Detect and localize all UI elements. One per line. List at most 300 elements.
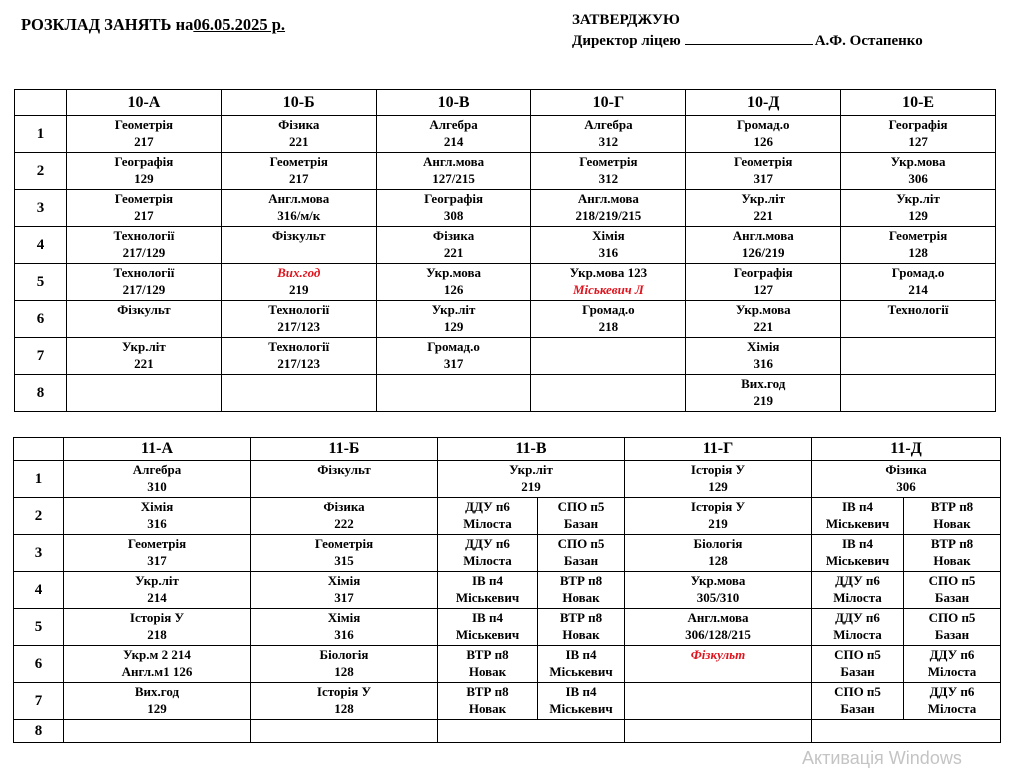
lesson-room: 127/215 — [432, 171, 475, 186]
table-row — [15, 190, 996, 227]
director-line — [572, 31, 923, 52]
group-lesson-cell — [812, 498, 904, 535]
class-header: 11-Б — [251, 438, 438, 461]
table-row — [14, 535, 1001, 572]
lesson-subject: Хімія — [746, 339, 780, 354]
lesson-cell — [531, 375, 686, 412]
lesson-room: 127 — [908, 134, 928, 149]
lesson-subject: Технології — [268, 339, 330, 354]
lesson-number: 4 — [15, 227, 67, 264]
lesson-cell — [376, 153, 531, 190]
lesson-room: 126 — [753, 134, 773, 149]
lesson-cell — [841, 301, 996, 338]
lesson-cell — [251, 720, 438, 743]
lesson-subject: Історія У — [316, 684, 372, 699]
lesson-cell — [67, 153, 222, 190]
lesson-subject: ДДУ п6 — [835, 573, 880, 588]
lesson-subject: Географія — [733, 265, 793, 280]
table-row — [14, 683, 1001, 720]
lesson-subject: СПО п5 — [557, 499, 605, 514]
lesson-subject: Англ.мова — [423, 154, 485, 169]
lesson-cell — [221, 264, 376, 301]
lesson-subject: Англ.мова — [687, 610, 749, 625]
director-label: Директор ліцею — [572, 33, 681, 49]
lesson-teacher: Міськевич — [825, 553, 890, 568]
lesson-cell — [841, 116, 996, 153]
table-row — [15, 338, 996, 375]
lesson-number: 5 — [14, 609, 64, 646]
lesson-room: 214 — [147, 590, 167, 605]
lesson-subject: ІВ п4 — [565, 684, 597, 699]
lesson-subject: СПО п5 — [834, 684, 881, 699]
lesson-room: 217/129 — [122, 282, 166, 297]
lesson-cell — [686, 190, 841, 227]
lesson-room: 316 — [147, 516, 167, 531]
lesson-room: 308 — [443, 208, 464, 223]
group-lesson-cell — [538, 609, 625, 646]
lesson-room: 305/310 — [696, 590, 740, 605]
lesson-room: 129 — [708, 479, 728, 494]
lesson-cell — [376, 375, 531, 412]
lesson-subject: Громад.о — [582, 302, 635, 317]
lesson-cell — [625, 498, 812, 535]
lesson-cell — [531, 190, 686, 227]
lesson-subject: ДДУ п6 — [929, 684, 975, 699]
lesson-room: 221 — [753, 208, 773, 223]
lesson-room: 126 — [443, 282, 464, 297]
lesson-subject: Громад.о — [891, 265, 945, 280]
lesson-cell — [221, 116, 376, 153]
group-lesson-cell — [812, 535, 904, 572]
lesson-teacher: Міськевич — [549, 664, 613, 679]
lesson-room: 218/219/215 — [575, 208, 642, 223]
lesson-subject: Фізкульт — [117, 302, 171, 317]
lesson-room: 317 — [334, 590, 354, 605]
lesson-teacher: Новак — [562, 627, 600, 642]
lesson-subject: Фізкульт — [317, 462, 371, 477]
lesson-room: 217/129 — [122, 245, 166, 260]
lesson-subject: ВТР п8 — [559, 610, 603, 625]
lesson-teacher: Базан — [934, 590, 970, 605]
group-lesson-cell — [438, 535, 538, 572]
lesson-room: 221 — [753, 319, 773, 334]
lesson-cell — [376, 264, 531, 301]
group-lesson-cell — [438, 498, 538, 535]
lesson-room: 128 — [334, 701, 354, 716]
lesson-subject: Біологія — [319, 647, 369, 662]
lesson-subject: Геометрія — [114, 191, 174, 206]
lesson-cell — [625, 461, 812, 498]
table-row — [14, 498, 1001, 535]
lesson-room: 218 — [598, 319, 619, 334]
lesson-cell — [531, 264, 686, 301]
lesson-room: 222 — [334, 516, 354, 531]
lesson-subject: Укр.м 2 214 — [123, 647, 191, 662]
lesson-subject: ВТР п8 — [930, 536, 974, 551]
lesson-cell — [221, 153, 376, 190]
lesson-cell — [67, 116, 222, 153]
lesson-cell — [221, 301, 376, 338]
table-row — [15, 264, 996, 301]
lesson-room: 219 — [708, 516, 728, 531]
lesson-subject: Біологія — [693, 536, 743, 551]
lesson-subject: ВТР п8 — [930, 499, 974, 514]
lesson-cell — [841, 264, 996, 301]
lesson-room: 126/219 — [741, 245, 785, 260]
group-lesson-cell — [812, 683, 904, 720]
lesson-number: 1 — [14, 461, 64, 498]
director-name: А.Ф. Остапенко — [814, 33, 923, 49]
class-header: 10-В — [376, 90, 531, 116]
lesson-room: 217/123 — [277, 319, 321, 334]
group-lesson-cell — [538, 572, 625, 609]
lesson-subject: Географія — [888, 117, 948, 132]
lesson-teacher: Базан — [563, 553, 599, 568]
lesson-subject: ВТР п8 — [466, 647, 509, 662]
group-lesson-cell — [438, 572, 538, 609]
lesson-room: 221 — [134, 356, 154, 371]
lesson-number: 6 — [15, 301, 67, 338]
table-row — [15, 301, 996, 338]
lesson-subject: Алгебра — [429, 117, 478, 132]
lesson-subject: Хімія — [592, 228, 625, 243]
lesson-teacher: Новак — [933, 516, 971, 531]
lesson-room: 317 — [147, 553, 167, 568]
lesson-subject: СПО п5 — [928, 573, 976, 588]
lesson-room: 217 — [134, 134, 154, 149]
lesson-room: Англ.м1 126 — [121, 664, 193, 679]
lesson-subject: Фізкульт — [271, 228, 326, 243]
lesson-subject: ІВ п4 — [472, 610, 503, 625]
lesson-subject: ВТР п8 — [466, 684, 509, 699]
lesson-teacher: Базан — [840, 664, 875, 679]
lesson-cell — [531, 116, 686, 153]
lesson-cell — [625, 535, 812, 572]
lesson-cell — [812, 461, 1001, 498]
lesson-teacher: Новак — [468, 664, 507, 679]
group-lesson-cell — [904, 572, 1001, 609]
lesson-teacher: Мілоста — [463, 516, 512, 531]
grade11-header-row — [14, 438, 1001, 461]
lesson-teacher: Новак — [933, 553, 971, 568]
lesson-teacher: Мілоста — [833, 627, 882, 642]
lesson-room: 317 — [443, 356, 464, 371]
lesson-subject: Англ.мова — [577, 191, 639, 206]
lesson-teacher: Мілоста — [833, 590, 882, 605]
lesson-cell — [841, 338, 996, 375]
lesson-subject: СПО п5 — [834, 647, 881, 662]
class-header: 10-Е — [841, 90, 996, 116]
lesson-number-header — [14, 438, 64, 461]
lesson-cell — [686, 301, 841, 338]
lesson-subject: Геометрія — [127, 536, 187, 551]
lesson-subject-highlighted: Вих.год — [277, 265, 321, 280]
lesson-cell — [625, 720, 812, 743]
lesson-room: 214 — [443, 134, 464, 149]
lesson-cell — [251, 498, 438, 535]
lesson-cell — [221, 338, 376, 375]
lesson-cell — [531, 227, 686, 264]
lesson-subject: Англ.мова — [268, 191, 330, 206]
lesson-cell — [625, 609, 812, 646]
lesson-room: 221 — [288, 134, 309, 149]
group-lesson-cell — [438, 683, 538, 720]
lesson-cell — [64, 720, 251, 743]
lesson-teacher: Базан — [563, 516, 599, 531]
lesson-cell — [625, 572, 812, 609]
lesson-subject: Геометрія — [314, 536, 374, 551]
table-row — [14, 609, 1001, 646]
lesson-cell — [841, 375, 996, 412]
lesson-number: 1 — [15, 116, 67, 153]
grade11-schedule-table — [13, 437, 1001, 743]
lesson-cell — [625, 683, 812, 720]
lesson-subject: ДДУ п6 — [465, 536, 510, 551]
lesson-subject: Укр.мова — [426, 265, 481, 280]
lesson-subject: Укр.літ — [741, 191, 786, 206]
lesson-number: 2 — [14, 498, 64, 535]
lesson-cell — [64, 646, 251, 683]
lesson-number: 2 — [15, 153, 67, 190]
signature-line — [685, 31, 813, 45]
lesson-teacher: Міськевич — [455, 590, 520, 605]
lesson-teacher: Новак — [468, 701, 507, 716]
lesson-cell — [64, 683, 251, 720]
lesson-cell — [221, 375, 376, 412]
lesson-room: 219 — [753, 393, 773, 408]
lesson-subject: Укр.літ — [135, 573, 179, 588]
lesson-subject: ДДУ п6 — [929, 647, 975, 662]
lesson-subject: Фізика — [432, 228, 475, 243]
lesson-room: 128 — [708, 553, 728, 568]
lesson-subject: ДДУ п6 — [835, 610, 880, 625]
lesson-cell — [67, 190, 222, 227]
lesson-teacher: Міськевич — [549, 701, 613, 716]
lesson-subject: Укр.літ — [122, 339, 166, 354]
class-header: 11-Г — [625, 438, 812, 461]
lesson-room: 127 — [753, 282, 773, 297]
lesson-room: 306/128/215 — [685, 627, 751, 642]
group-lesson-cell — [812, 609, 904, 646]
lesson-teacher: Базан — [840, 701, 875, 716]
group-lesson-cell — [538, 683, 625, 720]
lesson-subject: СПО п5 — [557, 536, 605, 551]
grade10-header-row — [15, 90, 996, 116]
grade10-schedule-table — [14, 89, 996, 412]
lesson-teacher: Базан — [934, 627, 970, 642]
lesson-subject: Геометрія — [579, 154, 638, 169]
group-lesson-cell — [438, 609, 538, 646]
lesson-subject: Фізика — [885, 462, 927, 477]
lesson-room: 316 — [753, 356, 773, 371]
lesson-cell — [438, 461, 625, 498]
lesson-cell — [841, 153, 996, 190]
lesson-cell — [812, 720, 1001, 743]
lesson-subject: Геометрія — [888, 228, 948, 243]
lesson-subject: Хімія — [140, 499, 174, 514]
lesson-teacher: Новак — [562, 590, 600, 605]
lesson-subject: Геометрія — [734, 154, 793, 169]
lesson-teacher-highlighted: Міськевич Л — [572, 282, 644, 297]
lesson-subject: Історія У — [690, 499, 746, 514]
lesson-subject: Технології — [113, 228, 175, 243]
lesson-room: 312 — [598, 134, 619, 149]
lesson-cell — [841, 190, 996, 227]
lesson-subject: Хімія — [327, 610, 361, 625]
lesson-number: 6 — [14, 646, 64, 683]
lesson-room: 217/123 — [277, 356, 321, 371]
lesson-room: 219 — [288, 282, 309, 297]
lesson-subject: ІВ п4 — [565, 647, 597, 662]
lesson-cell — [251, 535, 438, 572]
lesson-room: 312 — [598, 171, 619, 186]
lesson-subject: Геометрія — [114, 117, 174, 132]
lesson-teacher: Міськевич — [825, 516, 890, 531]
lesson-room: 129 — [147, 701, 167, 716]
lesson-cell — [686, 264, 841, 301]
lesson-cell — [251, 683, 438, 720]
lesson-cell — [376, 116, 531, 153]
table-row — [14, 720, 1001, 743]
lesson-subject: ДДУ п6 — [465, 499, 510, 514]
lesson-subject: СПО п5 — [928, 610, 976, 625]
lesson-room: 221 — [443, 245, 464, 260]
lesson-subject: Алгебра — [584, 117, 633, 132]
lesson-room: 316/м/к — [277, 208, 321, 223]
lesson-subject: Громад.о — [427, 339, 480, 354]
lesson-subject: Громад.о — [736, 117, 790, 132]
lesson-cell — [251, 572, 438, 609]
lesson-subject: Укр.мова — [735, 302, 791, 317]
lesson-subject: Фізика — [323, 499, 365, 514]
lesson-cell — [625, 646, 812, 683]
lesson-cell — [67, 375, 222, 412]
lesson-cell — [64, 535, 251, 572]
lesson-room: 316 — [598, 245, 619, 260]
lesson-subject: Укр.мова — [890, 154, 946, 169]
lesson-subject: Фізика — [278, 117, 320, 132]
lesson-cell — [67, 227, 222, 264]
group-lesson-cell — [438, 646, 538, 683]
class-header: 10-Д — [686, 90, 841, 116]
lesson-room: 306 — [908, 171, 928, 186]
lesson-cell — [376, 338, 531, 375]
class-header: 11-В — [438, 438, 625, 461]
lesson-teacher: Мілоста — [463, 553, 512, 568]
lesson-subject: Географія — [114, 154, 174, 169]
lesson-room: 129 — [908, 208, 928, 223]
table-row — [15, 153, 996, 190]
lesson-cell — [251, 609, 438, 646]
lesson-cell — [686, 375, 841, 412]
lesson-cell — [376, 190, 531, 227]
lesson-cell — [251, 646, 438, 683]
schedule-title — [21, 15, 285, 35]
lesson-number: 4 — [14, 572, 64, 609]
lesson-room: 128 — [334, 664, 354, 679]
lesson-room: 128 — [908, 245, 928, 260]
lesson-cell — [64, 572, 251, 609]
group-lesson-cell — [904, 683, 1001, 720]
table-row — [14, 572, 1001, 609]
class-header: 11-А — [64, 438, 251, 461]
lesson-subject: ІВ п4 — [842, 536, 873, 551]
lesson-subject: ІВ п4 — [472, 573, 503, 588]
lesson-subject-highlighted: Фізкульт — [690, 647, 746, 662]
lesson-cell — [686, 153, 841, 190]
lesson-number: 7 — [15, 338, 67, 375]
group-lesson-cell — [812, 646, 904, 683]
class-header: 10-А — [67, 90, 222, 116]
lesson-subject: Алгебра — [132, 462, 182, 477]
lesson-cell — [686, 116, 841, 153]
lesson-number: 3 — [14, 535, 64, 572]
group-lesson-cell — [538, 535, 625, 572]
lesson-room: 317 — [753, 171, 773, 186]
group-lesson-cell — [904, 535, 1001, 572]
lesson-cell — [376, 227, 531, 264]
lesson-teacher: Міськевич — [455, 627, 520, 642]
title-prefix: РОЗКЛАД ЗАНЯТЬ на — [21, 15, 194, 34]
lesson-cell — [376, 301, 531, 338]
lesson-room: 129 — [134, 171, 154, 186]
lesson-number: 7 — [14, 683, 64, 720]
lesson-subject: Географія — [424, 191, 483, 206]
lesson-number: 8 — [14, 720, 64, 743]
lesson-room: 306 — [896, 479, 916, 494]
lesson-subject: Вих.год — [741, 376, 786, 391]
lesson-room: 219 — [521, 479, 541, 494]
lesson-subject: Укр.літ — [509, 462, 553, 477]
lesson-cell — [841, 227, 996, 264]
table-row — [14, 461, 1001, 498]
lesson-cell — [64, 461, 251, 498]
lesson-subject: Геометрія — [269, 154, 328, 169]
approve-label: ЗАТВЕРДЖУЮ — [572, 12, 680, 28]
lesson-cell — [531, 301, 686, 338]
lesson-subject: Укр.літ — [431, 302, 476, 317]
lesson-subject: ІВ п4 — [842, 499, 873, 514]
lesson-room: 214 — [908, 282, 928, 297]
lesson-cell — [64, 498, 251, 535]
schedule-date: 06.05.2025 р. — [193, 15, 286, 34]
class-header: 10-Б — [221, 90, 376, 116]
lesson-room: 310 — [147, 479, 167, 494]
lesson-subject: Укр.мова — [690, 573, 746, 588]
lesson-cell — [221, 227, 376, 264]
lesson-subject: Вих.год — [134, 684, 180, 699]
lesson-cell — [67, 301, 222, 338]
lesson-cell — [531, 153, 686, 190]
group-lesson-cell — [904, 498, 1001, 535]
class-header: 11-Д — [812, 438, 1001, 461]
lesson-cell — [64, 609, 251, 646]
group-lesson-cell — [538, 498, 625, 535]
lesson-subject: Технології — [113, 265, 175, 280]
lesson-cell — [67, 338, 222, 375]
lesson-room: 129 — [443, 319, 464, 334]
lesson-cell — [686, 227, 841, 264]
lesson-subject: Історія У — [690, 462, 746, 477]
lesson-subject: ВТР п8 — [559, 573, 603, 588]
lesson-cell — [531, 338, 686, 375]
lesson-cell — [686, 338, 841, 375]
lesson-room: 316 — [334, 627, 354, 642]
approval-block — [572, 10, 923, 52]
lesson-teacher: Мілоста — [927, 701, 977, 716]
group-lesson-cell — [904, 646, 1001, 683]
lesson-room: 218 — [147, 627, 167, 642]
